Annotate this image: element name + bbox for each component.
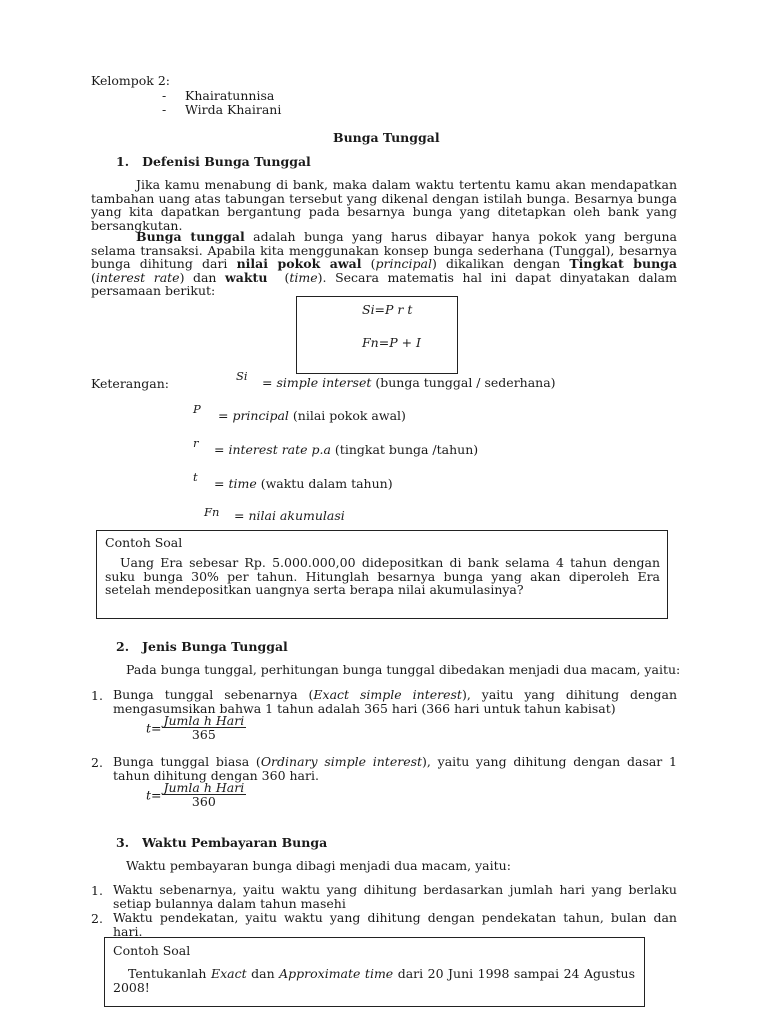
list-number: 2. xyxy=(91,911,103,926)
list-item: Waktu pendekatan, yaitu waktu yang dihitung dengan pendekatan tahun, bulan dan hari. xyxy=(113,910,677,939)
section-intro: Pada bunga tunggal, perhitungan bunga tunggal dibedakan menjadi dua macam, yaitu: xyxy=(126,662,681,677)
term-symbol: r xyxy=(193,436,199,450)
example-text: Tentukanlah Exact dan Approximate time dari 20 Juni 1998 sampai 24 Agustus 2008! xyxy=(113,966,635,995)
section-heading: 2. Jenis Bunga Tunggal xyxy=(116,639,288,654)
list-number: 1. xyxy=(91,883,103,898)
formula-accumulated: Fn=P + I xyxy=(362,335,421,350)
example-label: Contoh Soal xyxy=(113,943,191,958)
formula-box xyxy=(296,296,458,374)
list-item: Bunga tunggal biasa (Ordinary simple interest), yaitu yang dihitung dengan dasar 1 tahun dihitung dengan 360 hari. xyxy=(113,754,677,783)
section-heading: 1. Defenisi Bunga Tunggal xyxy=(116,154,311,169)
list-number: 1. xyxy=(91,688,103,703)
group-label: Kelompok 2: xyxy=(91,73,171,88)
term-definition: = time (waktu dalam tahun) xyxy=(214,476,393,491)
example-box xyxy=(96,530,668,619)
fraction-formula: t= $\frac{\text{Jumla h Hari}}{360}$ xyxy=(146,780,245,809)
list-item: Waktu sebenarnya, yaitu waktu yang dihitung berdasarkan jumlah hari yang berlaku setiap bulannya dalam tahun masehi xyxy=(113,882,677,911)
page-title: Bunga Tunggal xyxy=(333,130,440,145)
term-definition: = simple interset (bunga tunggal / sederhana) xyxy=(262,375,556,390)
example-label: Contoh Soal xyxy=(105,535,183,550)
member-name: Wirda Khairani xyxy=(185,102,282,117)
list-item: Bunga tunggal sebenarnya (Exact simple interest), yaitu yang dihitung dengan mengasumsikan bahwa 1 tahun adalah 365 hari (366 hari untuk tahun kabisat) xyxy=(113,687,677,716)
paragraph: Jika kamu menabung di bank, maka dalam waktu tertentu kamu akan mendapatkan tambahan uang atas tabungan tersebut yang dikenal dengan istilah bunga. Besarnya bunga yang kita dapatkan bergantung pada besarnya bunga yang ditetapkan oleh bank yang bersangkutan. xyxy=(91,177,677,233)
term-definition: = interest rate p.a (tingkat bunga /tahun) xyxy=(214,442,479,457)
keterangan-label: Keterangan: xyxy=(91,376,170,391)
example-box xyxy=(104,937,645,1007)
term-definition: = nilai akumulasi xyxy=(234,508,345,523)
section-heading: 3. Waktu Pembayaran Bunga xyxy=(116,835,328,850)
member-dash: - xyxy=(162,102,167,117)
term-symbol: Si xyxy=(236,369,248,383)
list-number: 2. xyxy=(91,755,103,770)
term-symbol: P xyxy=(193,402,201,416)
member-dash: - xyxy=(162,88,167,103)
section-intro: Waktu pembayaran bunga dibagi menjadi dua macam, yaitu: xyxy=(126,858,511,873)
member-name: Khairatunnisa xyxy=(185,88,275,103)
formula-simple-interest: Si=P r t xyxy=(362,302,413,317)
fraction-formula: t= $\frac{\text{Jumla h Hari}}{365}$ xyxy=(146,713,245,742)
example-text: Uang Era sebesar Rp. 5.000.000,00 didepositkan di bank selama 4 tahun dengan suku bunga 30% per tahun. Hitunglah besarnya bunga yang akan diperoleh Era setelah mendepositkan uangnya serta berapa nilai akumulasinya? xyxy=(105,555,660,597)
paragraph: Bunga tunggal adalah bunga yang harus dibayar hanya pokok yang berguna selama transaksi. Apabila kita menggunakan konsep bunga sederhana (Tunggal), besarnya bunga dihitung dari nilai pokok awal (principal) dikalikan dengan Tingkat bunga (interest rate) dan waktu (time). Secara matematis hal ini dapat dinyatakan dalam persamaan berikut: xyxy=(91,229,677,298)
term-symbol: t xyxy=(193,470,198,484)
term-definition: = principal (nilai pokok awal) xyxy=(218,408,406,423)
term-symbol: Fn xyxy=(204,505,220,519)
